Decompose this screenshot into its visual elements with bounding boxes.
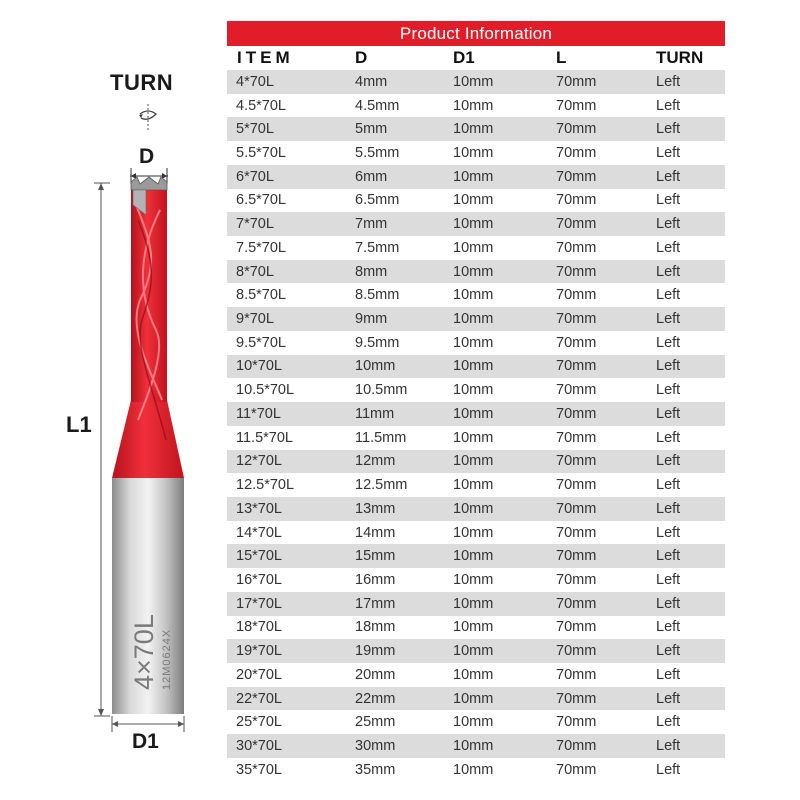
- table-row: [227, 592, 725, 616]
- cell-turn: Left: [656, 73, 681, 90]
- cell-d: 4mm: [355, 73, 388, 90]
- cell-turn: Left: [656, 287, 681, 304]
- cell-d1: 10mm: [453, 595, 494, 612]
- table-row: [227, 639, 725, 663]
- cell-d: 8mm: [355, 263, 388, 280]
- cell-d: 25mm: [355, 714, 396, 731]
- cell-d1: 10mm: [453, 382, 494, 399]
- cell-d: 16mm: [355, 571, 396, 588]
- l1-label: L1: [66, 412, 92, 437]
- table-row: [227, 497, 725, 521]
- table-row: [227, 70, 725, 94]
- cell-d: 35mm: [355, 761, 396, 778]
- cell-turn: Left: [656, 453, 681, 470]
- cell-item: 6*70L: [236, 168, 274, 185]
- cell-d1: 10mm: [453, 429, 494, 446]
- cell-turn: Left: [656, 477, 681, 494]
- table-row: [227, 165, 725, 189]
- table-row: [227, 663, 725, 687]
- cell-d1: 10mm: [453, 216, 494, 233]
- cell-l: 70mm: [556, 145, 597, 162]
- cell-l: 70mm: [556, 595, 597, 612]
- table-title: Product Information: [227, 21, 725, 46]
- cell-d1: 10mm: [453, 500, 494, 517]
- cell-d: 15mm: [355, 548, 396, 565]
- cell-d: 11mm: [355, 405, 395, 422]
- cell-turn: Left: [656, 216, 681, 233]
- cell-item: 12*70L: [236, 453, 282, 470]
- drill-bit-drawing: [0, 0, 220, 800]
- drill-bit-illustration: [0, 0, 220, 800]
- cell-item: 22*70L: [236, 690, 282, 707]
- table-row: [227, 212, 725, 236]
- cell-item: 11.5*70L: [236, 429, 293, 446]
- product-info-table: [227, 21, 725, 782]
- cell-l: 70mm: [556, 334, 597, 351]
- cell-turn: Left: [656, 429, 681, 446]
- cell-d1: 10mm: [453, 737, 494, 754]
- table-row: [227, 616, 725, 640]
- cell-turn: Left: [656, 737, 681, 754]
- table-row: [227, 473, 725, 497]
- cell-l: 70mm: [556, 571, 597, 588]
- cell-item: 10.5*70L: [236, 382, 295, 399]
- header-d: D: [355, 48, 368, 67]
- cell-l: 70mm: [556, 666, 597, 683]
- cell-item: 10*70L: [236, 358, 282, 375]
- svg-text:4×70L: 4×70L: [129, 614, 159, 690]
- cell-item: 4.5*70L: [236, 97, 286, 114]
- d1-label: D1: [132, 730, 159, 753]
- cell-d1: 10mm: [453, 714, 494, 731]
- cell-d: 11.5mm: [355, 429, 407, 446]
- cell-d: 7mm: [355, 216, 388, 233]
- cell-item: 16*70L: [236, 571, 282, 588]
- l1-dimension-line: [94, 183, 110, 716]
- cell-l: 70mm: [556, 524, 597, 541]
- cell-item: 9.5*70L: [236, 334, 286, 351]
- cell-d1: 10mm: [453, 690, 494, 707]
- cell-d1: 10mm: [453, 666, 494, 683]
- header-d1: D1: [453, 48, 475, 67]
- table-row: [227, 687, 725, 711]
- cell-turn: Left: [656, 239, 681, 256]
- cell-item: 15*70L: [236, 548, 282, 565]
- cell-l: 70mm: [556, 382, 597, 399]
- cell-l: 70mm: [556, 121, 597, 138]
- cell-turn: Left: [656, 168, 681, 185]
- cell-d: 5mm: [355, 121, 388, 138]
- cell-l: 70mm: [556, 311, 597, 328]
- cell-l: 70mm: [556, 73, 597, 90]
- cell-turn: Left: [656, 382, 681, 399]
- cell-turn: Left: [656, 761, 681, 778]
- table-row: [227, 568, 725, 592]
- cell-l: 70mm: [556, 619, 597, 636]
- cell-d: 18mm: [355, 619, 396, 636]
- cell-turn: Left: [656, 500, 681, 517]
- cell-d1: 10mm: [453, 121, 494, 138]
- cell-d1: 10mm: [453, 405, 494, 422]
- d-label: D: [139, 145, 155, 168]
- cell-turn: Left: [656, 311, 681, 328]
- cell-d: 19mm: [355, 643, 396, 660]
- cell-l: 70mm: [556, 500, 597, 517]
- cell-d1: 10mm: [453, 571, 494, 588]
- header-l: L: [556, 48, 567, 67]
- table-row: [227, 450, 725, 474]
- cell-d: 9.5mm: [355, 334, 400, 351]
- table-row: [227, 236, 725, 260]
- cell-d1: 10mm: [453, 73, 494, 90]
- table-row: [227, 307, 725, 331]
- cell-item: 14*70L: [236, 524, 282, 541]
- cell-turn: Left: [656, 619, 681, 636]
- cell-l: 70mm: [556, 263, 597, 280]
- cell-d: 4.5mm: [355, 97, 400, 114]
- table-row: [227, 94, 725, 118]
- turn-label: TURN: [110, 70, 174, 95]
- svg-text:12M0624X: 12M0624X: [161, 628, 173, 690]
- cell-turn: Left: [656, 643, 681, 660]
- cell-d: 9mm: [355, 311, 388, 328]
- cell-l: 70mm: [556, 216, 597, 233]
- cell-l: 70mm: [556, 690, 597, 707]
- cell-item: 20*70L: [236, 666, 282, 683]
- cell-d: 12mm: [355, 453, 396, 470]
- cell-d1: 10mm: [453, 168, 494, 185]
- cell-d1: 10mm: [453, 334, 494, 351]
- cell-d: 12.5mm: [355, 477, 408, 494]
- cell-d1: 10mm: [453, 548, 494, 565]
- cell-item: 25*70L: [236, 714, 282, 731]
- cell-turn: Left: [656, 690, 681, 707]
- cell-turn: Left: [656, 97, 681, 114]
- cell-item: 13*70L: [236, 500, 282, 517]
- table-body: [227, 70, 725, 782]
- cell-d: 30mm: [355, 737, 396, 754]
- cell-d1: 10mm: [453, 263, 494, 280]
- cell-d1: 10mm: [453, 358, 494, 375]
- cell-turn: Left: [656, 192, 681, 209]
- header-turn: TURN: [656, 48, 704, 67]
- turn-arrow-icon: [139, 104, 156, 132]
- table-row: [227, 734, 725, 758]
- drill-tip: [131, 177, 167, 190]
- cell-d: 14mm: [355, 524, 396, 541]
- cell-item: 6.5*70L: [236, 192, 286, 209]
- cell-l: 70mm: [556, 429, 597, 446]
- table-row: [227, 710, 725, 734]
- cell-d1: 10mm: [453, 192, 494, 209]
- cell-d: 20mm: [355, 666, 396, 683]
- cell-turn: Left: [656, 145, 681, 162]
- cell-d: 13mm: [355, 500, 396, 517]
- header-item: ITEM: [237, 48, 294, 67]
- table-row: [227, 402, 725, 426]
- cell-d1: 10mm: [453, 145, 494, 162]
- cell-turn: Left: [656, 334, 681, 351]
- cell-turn: Left: [656, 595, 681, 612]
- cell-l: 70mm: [556, 714, 597, 731]
- cell-item: 12.5*70L: [236, 477, 295, 494]
- cell-l: 70mm: [556, 453, 597, 470]
- cell-d: 5.5mm: [355, 145, 400, 162]
- cell-d: 22mm: [355, 690, 396, 707]
- table-row: [227, 758, 725, 782]
- cell-item: 18*70L: [236, 619, 282, 636]
- cell-item: 5.5*70L: [236, 145, 286, 162]
- cell-item: 7*70L: [236, 216, 274, 233]
- cell-turn: Left: [656, 121, 681, 138]
- cell-turn: Left: [656, 714, 681, 731]
- cell-item: 7.5*70L: [236, 239, 286, 256]
- table-row: [227, 426, 725, 450]
- cell-d1: 10mm: [453, 761, 494, 778]
- cell-l: 70mm: [556, 287, 597, 304]
- cell-l: 70mm: [556, 358, 597, 375]
- cell-item: 17*70L: [236, 595, 282, 612]
- cell-d: 6.5mm: [355, 192, 400, 209]
- cell-d: 8.5mm: [355, 287, 400, 304]
- cell-l: 70mm: [556, 737, 597, 754]
- cell-d: 6mm: [355, 168, 388, 185]
- cell-item: 30*70L: [236, 737, 282, 754]
- cell-l: 70mm: [556, 477, 597, 494]
- cell-item: 8.5*70L: [236, 287, 286, 304]
- cell-d1: 10mm: [453, 619, 494, 636]
- flute-transition: [112, 400, 184, 478]
- table-row: [227, 260, 725, 284]
- cell-d: 7.5mm: [355, 239, 400, 256]
- cell-l: 70mm: [556, 239, 597, 256]
- cell-d: 10.5mm: [355, 382, 408, 399]
- table-row: [227, 117, 725, 141]
- cell-turn: Left: [656, 524, 681, 541]
- cell-d1: 10mm: [453, 311, 494, 328]
- cell-item: 4*70L: [236, 73, 274, 90]
- table-row: [227, 378, 725, 402]
- cell-d1: 10mm: [453, 239, 494, 256]
- cell-l: 70mm: [556, 761, 597, 778]
- cell-l: 70mm: [556, 405, 597, 422]
- cell-turn: Left: [656, 263, 681, 280]
- table-row: [227, 521, 725, 545]
- cell-l: 70mm: [556, 168, 597, 185]
- table-row: [227, 189, 725, 213]
- table-row: [227, 283, 725, 307]
- cell-d1: 10mm: [453, 287, 494, 304]
- cell-turn: Left: [656, 571, 681, 588]
- table-header-row: [227, 46, 725, 70]
- cell-d1: 10mm: [453, 643, 494, 660]
- cell-l: 70mm: [556, 192, 597, 209]
- cell-item: 8*70L: [236, 263, 274, 280]
- table-row: [227, 544, 725, 568]
- cell-turn: Left: [656, 548, 681, 565]
- table-row: [227, 331, 725, 355]
- cell-item: 5*70L: [236, 121, 274, 138]
- cell-item: 9*70L: [236, 311, 274, 328]
- cell-l: 70mm: [556, 643, 597, 660]
- cell-d1: 10mm: [453, 97, 494, 114]
- cell-d1: 10mm: [453, 453, 494, 470]
- cell-turn: Left: [656, 358, 681, 375]
- cell-item: 35*70L: [236, 761, 282, 778]
- cell-l: 70mm: [556, 548, 597, 565]
- table-row: [227, 355, 725, 379]
- table-row: [227, 141, 725, 165]
- cell-item: 19*70L: [236, 643, 282, 660]
- cell-item: 11*70L: [236, 405, 281, 422]
- cell-turn: Left: [656, 666, 681, 683]
- cell-l: 70mm: [556, 97, 597, 114]
- cell-d: 10mm: [355, 358, 396, 375]
- cell-d: 17mm: [355, 595, 396, 612]
- cell-turn: Left: [656, 405, 681, 422]
- cell-d1: 10mm: [453, 477, 494, 494]
- cell-d1: 10mm: [453, 524, 494, 541]
